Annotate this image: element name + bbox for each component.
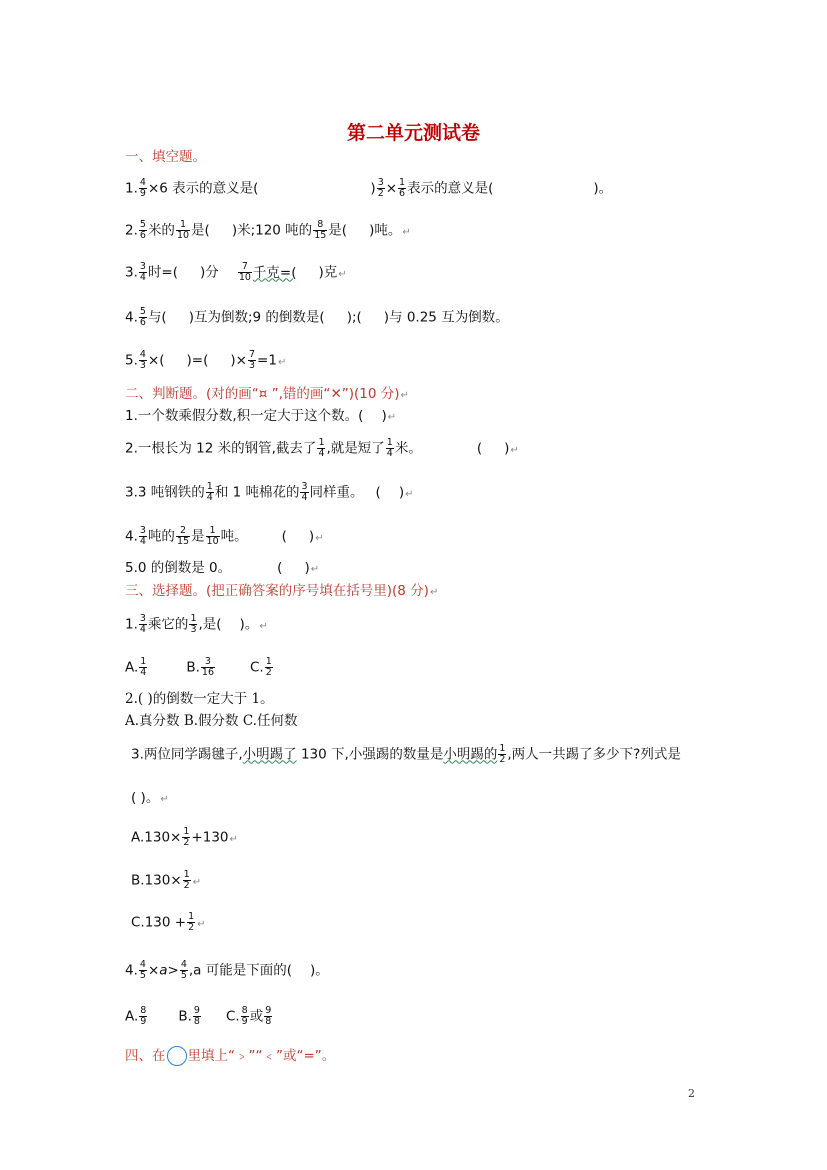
fraction: $\frac{1}{2}$ <box>188 911 195 933</box>
question-text: 表示的意义是( <box>407 180 494 197</box>
fraction: $\frac{4}{3}$ <box>139 349 146 371</box>
question-text: )=( <box>186 352 209 369</box>
question-text: 3.两位同学踢毽子, <box>131 746 243 763</box>
section-text: 里填上“﹥”“﹤”或“=”。 <box>187 1048 336 1064</box>
question-text: ,就是短了 <box>326 440 385 457</box>
fraction: $\frac{1}{3}$ <box>190 613 197 635</box>
question-text: 千克=( <box>252 264 297 281</box>
question-text: )互为倒数;9 的倒数是( <box>188 309 325 326</box>
question-text: 同样重。 <box>309 484 364 501</box>
return-mark: ↵ <box>402 226 411 238</box>
question-number: 2. <box>125 222 138 239</box>
fraction: $\frac{1}{4}$ <box>318 437 325 459</box>
question-text: ( <box>375 484 381 501</box>
fraction: $\frac{3}{2}$ <box>377 177 384 199</box>
question-text: 1.一个数乘假分数,积一定大于这个数。( <box>125 408 364 424</box>
fraction: $\frac{8}{9}$ <box>140 1005 147 1027</box>
question-text: ×( <box>147 352 165 369</box>
question-text: 米。 <box>394 440 422 457</box>
question-text: )与 0.25 互为倒数。 <box>383 309 509 326</box>
option-text: C.130 + <box>131 914 187 931</box>
question-text: ) <box>381 408 387 424</box>
fraction: $\frac{5}{6}$ <box>139 306 146 328</box>
section-heading-choice <box>125 581 438 603</box>
question-text: 是( <box>191 222 210 239</box>
fraction: $\frac{1}{10}$ <box>176 219 190 241</box>
question-text: ) <box>398 484 405 501</box>
option-text: A.130× <box>131 829 182 846</box>
return-mark: ↵ <box>315 532 324 544</box>
fraction: $\frac{9}{8}$ <box>193 1005 200 1027</box>
return-mark: ↵ <box>197 918 206 930</box>
question-text: )。 <box>239 616 259 633</box>
question-text: 是( <box>328 222 348 239</box>
fraction: $\frac{1}{6}$ <box>399 177 406 199</box>
return-mark: ↵ <box>400 390 409 401</box>
section-text: ”)(10 分) <box>341 386 400 402</box>
page-title: 第二单元测试卷 <box>346 122 480 144</box>
question-text: ( <box>281 528 287 545</box>
option-c: C. <box>250 659 264 676</box>
return-mark: ↵ <box>310 564 320 575</box>
fraction: $\frac{1}{4}$ <box>386 437 393 459</box>
choice-question-3-option-c <box>131 912 206 935</box>
option-text: +130 <box>191 829 229 846</box>
question-text: )分 <box>200 264 219 281</box>
fraction: $\frac{1}{4}$ <box>140 656 147 678</box>
question-text: 与( <box>147 309 167 326</box>
choice-question-3-option-a <box>131 827 238 850</box>
option-b: B. <box>178 1008 192 1025</box>
page-number: 2 <box>688 1087 695 1100</box>
choice-question-1 <box>125 614 268 637</box>
choice-question-1-options <box>125 657 274 678</box>
question-text: 130 下,小强踢的数量是 <box>296 746 444 763</box>
question-text: × <box>385 180 398 197</box>
fraction: $\frac{3}{4}$ <box>139 525 146 547</box>
fill-question-3 <box>125 262 347 285</box>
question-text: ( <box>277 560 283 576</box>
circle-icon <box>167 1046 187 1066</box>
question-text: 1. <box>125 616 138 633</box>
fraction: $\frac{1}{10}$ <box>206 525 219 547</box>
option-text: B.130× <box>131 872 182 889</box>
question-text: )米;120 吨的 <box>231 222 313 239</box>
section-heading-compare <box>125 1046 335 1066</box>
fraction: $\frac{4}{9}$ <box>139 177 146 199</box>
return-mark: ↵ <box>405 488 414 500</box>
fill-question-5 <box>125 350 286 373</box>
return-mark: ↵ <box>338 268 347 280</box>
section-heading-judge <box>125 384 409 406</box>
option-text: 或 <box>249 1008 264 1025</box>
fraction: $\frac{3}{4}$ <box>139 261 146 283</box>
choice-question-4 <box>125 960 329 981</box>
question-text: 3.3 吨钢铁的 <box>125 484 205 501</box>
choice-question-3-option-b <box>131 870 201 893</box>
section-text: 四、在 <box>125 1048 166 1064</box>
fill-question-4 <box>125 307 509 328</box>
question-text: )× <box>230 352 247 369</box>
fraction: $\frac{8}{15}$ <box>314 219 327 241</box>
question-text: 4. <box>125 528 138 545</box>
return-mark: ↵ <box>259 620 268 632</box>
fraction: $\frac{1}{2}$ <box>183 869 190 891</box>
question-text: ) <box>504 440 510 457</box>
question-text: )克 <box>318 264 338 281</box>
judge-question-4 <box>125 526 324 549</box>
fraction: $\frac{4}{5}$ <box>139 959 146 981</box>
question-text: 是 <box>191 528 205 545</box>
choice-question-2: 2.( )的倒数一定大于 1。 <box>125 691 274 707</box>
option-a: A. <box>125 1008 139 1025</box>
wavy-underlined-text <box>237 261 297 283</box>
question-text: 和 1 吨棉花的 <box>214 484 300 501</box>
tick-symbol: ¤ <box>258 386 268 402</box>
question-text: ,是( <box>198 616 222 633</box>
option-c: C. <box>225 1008 240 1025</box>
choice-question-3-blank <box>131 788 169 810</box>
judge-question-2 <box>125 438 519 461</box>
choice-question-4-options <box>125 1006 273 1027</box>
fraction: $\frac{5}{6}$ <box>139 219 146 241</box>
question-text: ,a 可能是下面的( <box>188 962 293 979</box>
return-mark: ↵ <box>387 412 397 423</box>
judge-question-3 <box>125 482 413 505</box>
question-text: ×a> <box>147 962 179 979</box>
question-text: )。 <box>310 962 329 979</box>
choice-question-2-options: A.真分数 B.假分数 C.任何数 <box>125 713 298 729</box>
wavy-underlined-text: 小明踢的 <box>443 746 498 763</box>
fraction: $\frac{9}{8}$ <box>265 1005 272 1027</box>
question-text: 时=( <box>147 264 179 281</box>
fraction: $\frac{3}{16}$ <box>201 656 214 678</box>
return-mark: ↵ <box>229 833 238 845</box>
fraction: $\frac{7}{3}$ <box>248 349 256 371</box>
question-number: 4. <box>125 309 138 326</box>
question-text: 米的 <box>147 222 175 239</box>
wavy-underlined-text: 小明踢了 <box>242 746 297 763</box>
fraction: $\frac{7}{10}$ <box>238 261 251 283</box>
return-mark: ↵ <box>160 794 169 805</box>
section-text: 二、判断题。(对的画“ <box>125 386 259 402</box>
fill-question-2 <box>125 220 411 243</box>
fraction: $\frac{3}{4}$ <box>301 481 308 503</box>
question-number: 3. <box>125 264 138 281</box>
fraction: $\frac{8}{9}$ <box>241 1005 248 1027</box>
cross-symbol: ✕ <box>330 386 342 402</box>
question-text: 吨的 <box>147 528 175 545</box>
question-text: ×6 表示的意义是( <box>147 180 259 197</box>
question-text: 4. <box>125 962 138 979</box>
question-text: ) <box>370 180 376 197</box>
fraction: $\frac{3}{4}$ <box>139 613 146 635</box>
section-text: 三、选择题。(把正确答案的序号填在括号里)(8 分) <box>125 583 429 599</box>
return-mark: ↵ <box>429 587 439 598</box>
return-mark: ↵ <box>510 444 519 456</box>
question-text: )吨。 <box>369 222 402 239</box>
question-text: ,两人一共踢了多少下?列式是 <box>507 746 681 763</box>
fraction: $\frac{2}{15}$ <box>176 525 190 547</box>
question-text: 5.0 的倒数是 0。 <box>125 560 232 576</box>
judge-question-5 <box>125 558 319 580</box>
question-text: )。 <box>593 180 613 197</box>
judge-question-1 <box>125 406 396 428</box>
section-text: ”,错的画“ <box>267 386 331 402</box>
question-text: );( <box>346 309 362 326</box>
question-text: 乘它的 <box>147 616 189 633</box>
return-mark: ↵ <box>277 356 287 368</box>
fraction: $\frac{1}{4}$ <box>206 481 213 503</box>
question-text: 2.一根长为 12 米的钢管,截去了 <box>125 440 317 457</box>
option-a: A. <box>125 659 139 676</box>
option-b: B. <box>186 659 200 676</box>
fill-question-1 <box>125 178 612 199</box>
question-number: 5. <box>125 352 138 369</box>
question-text: 吨。 <box>220 528 248 545</box>
section-heading-fill: 一、填空题。 <box>125 149 206 165</box>
question-text: ) <box>304 560 310 576</box>
question-text: ( <box>476 440 483 457</box>
choice-question-3 <box>131 744 681 765</box>
fraction: $\frac{4}{5}$ <box>180 959 187 981</box>
question-text: =1 <box>257 352 277 369</box>
fraction: $\frac{1}{2}$ <box>265 656 272 678</box>
question-text: ) <box>308 528 315 545</box>
return-mark: ↵ <box>192 876 202 888</box>
fraction: $\frac{1}{2}$ <box>499 743 506 765</box>
question-text: ( )。 <box>131 790 160 806</box>
fraction: $\frac{1}{2}$ <box>183 826 190 848</box>
question-number: 1. <box>125 180 138 197</box>
